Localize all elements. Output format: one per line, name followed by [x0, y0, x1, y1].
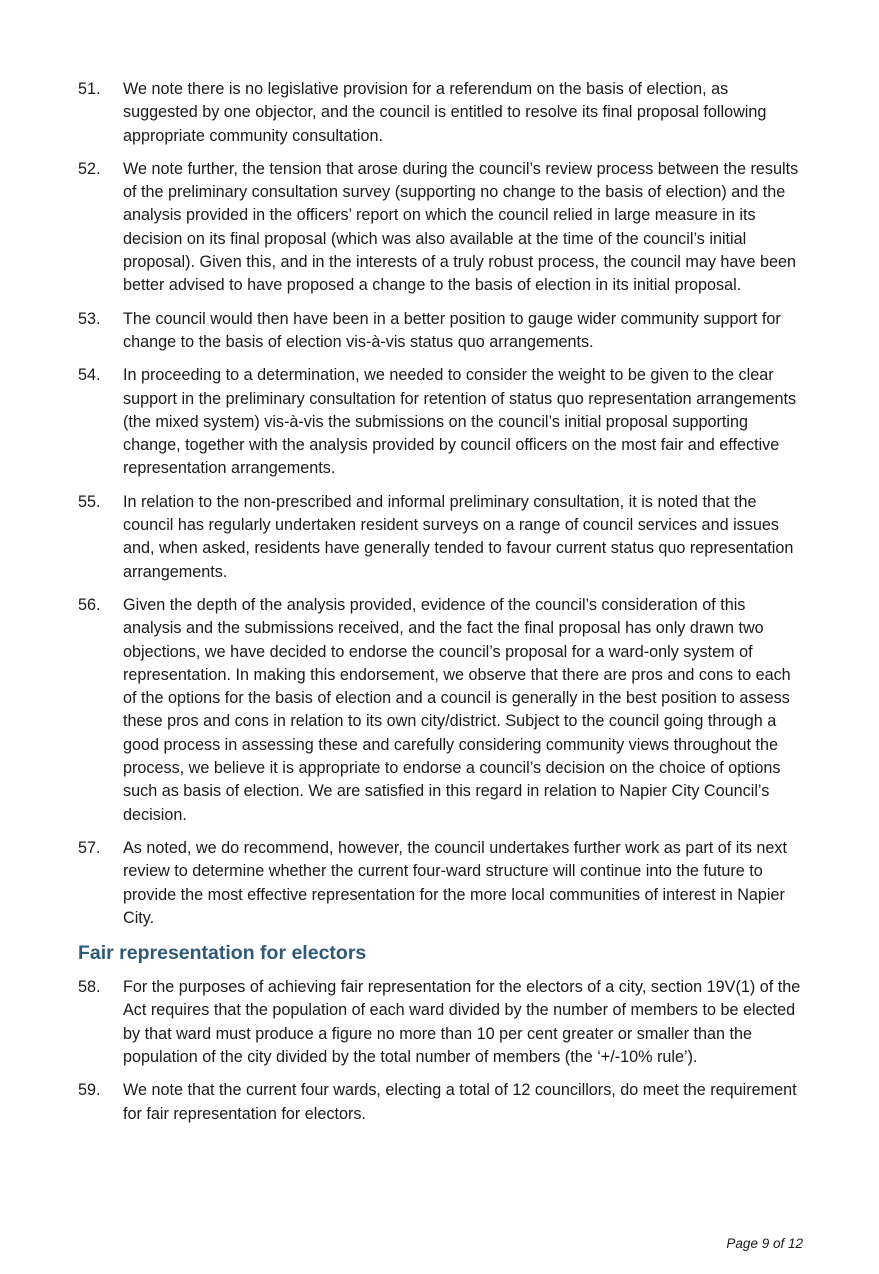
paragraph-54 [78, 364, 806, 480]
paragraph-53 [78, 308, 806, 355]
paragraph-text: In proceeding to a determination, we needed to consider the weight to be given to the clear support in the preliminary consultation for retention of status quo representation arrangements (the mixed system) vis-à-vis the submissions on the council’s initial proposal supporting change, together with the analysis provided by council officers on the most fair and effective representation arrangements. [123, 366, 797, 478]
paragraph-number: 55. [78, 492, 101, 511]
paragraph-text: Given the depth of the analysis provided, evidence of the council’s consideration of this analysis and the submissions received, and the fact the final proposal has only drawn two objections, we have decided to endorse the council’s proposal for a ward-only system of representation. In making this endorsement, we observe that there are pros and cons to each of the options for the basis of election and a council is generally in the best position to assess these pros and cons in relation to its own city/district. Subject to the council going through a good process in assessing these and carefully considering community views throughout the process, we believe it is appropriate to endorse a council’s decision on the choice of options such as basis of election. We are satisfied in this regard in relation to Napier City Council’s decision. [123, 595, 791, 824]
paragraph-number: 52. [78, 159, 101, 178]
section-heading: Fair representation for electors [78, 942, 367, 965]
paragraph-number: 51. [78, 80, 101, 98]
page-content [78, 78, 806, 1136]
paragraph-57 [78, 837, 806, 930]
paragraph-number: 59. [78, 1081, 101, 1100]
paragraph-text: For the purposes of achieving fair representation for the electors of a city, section 19V(1) of the Act requires that the population of each ward divided by the number of members to be elected by that ward must produce a figure no more than 10 per cent greater or smaller than the population of the city divided by the total number of members (the ‘+/-10% rule’). [123, 978, 801, 1066]
paragraph-text: We note further, the tension that arose during the council’s review process between the results of the preliminary consultation survey (supporting no change to the basis of election) and the analysis provided in the officers’ report on which the council relied in large measure in its decision on its final proposal (which was also available at the time of the council’s initial proposal). Given this, and in the interests of a truly robust process, the council may have been better advised to have proposed a change to the basis of election in its initial proposal. [123, 159, 799, 295]
page-number-footer: Page 9 of 12 [726, 1236, 803, 1251]
paragraph-number: 57. [78, 838, 101, 857]
paragraph-number: 58. [78, 978, 101, 997]
paragraph-59 [78, 1079, 806, 1126]
paragraph-text: As noted, we do recommend, however, the council undertakes further work as part of its next review to determine whether the current four-ward structure will continue into the future to provide the most effective representation for the more local communities of interest in Napier City. [123, 838, 788, 927]
paragraph-58 [78, 976, 806, 1069]
paragraph-number: 54. [78, 366, 101, 385]
paragraph-51 [78, 78, 806, 148]
paragraph-text: In relation to the non-prescribed and informal preliminary consultation, it is noted that the council has regularly undertaken resident surveys on a range of council services and issues and, when asked, residents have generally tended to favour current status quo representation arrangements. [123, 492, 794, 581]
paragraph-number: 56. [78, 595, 101, 614]
paragraph-text: We note that the current four wards, electing a total of 12 councillors, do meet the requirement for fair representation for electors. [123, 1081, 797, 1123]
paragraph-text: The council would then have been in a better position to gauge wider community support for change to the basis of election vis-à-vis status quo arrangements. [123, 309, 781, 351]
paragraph-55 [78, 491, 806, 584]
paragraph-text: We note there is no legislative provision for a referendum on the basis of election, as suggested by one objector, and the council is entitled to resolve its final proposal following appropriate community consultation. [123, 80, 767, 145]
paragraph-52 [78, 158, 806, 298]
paragraph-56 [78, 594, 806, 827]
paragraph-number: 53. [78, 309, 101, 328]
